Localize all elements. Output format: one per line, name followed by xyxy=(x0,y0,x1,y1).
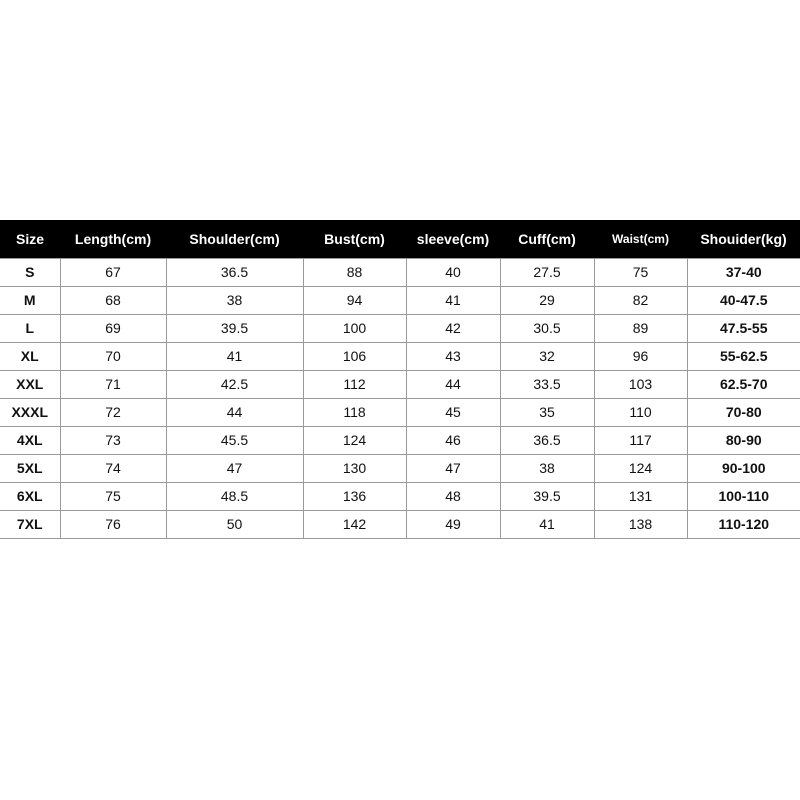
table-row xyxy=(0,342,800,370)
cell-sleeve: 47 xyxy=(406,454,500,482)
cell-sleeve: 46 xyxy=(406,426,500,454)
cell-size: L xyxy=(0,314,60,342)
cell-sleeve: 48 xyxy=(406,482,500,510)
cell-length: 71 xyxy=(60,370,166,398)
cell-bust: 100 xyxy=(303,314,406,342)
cell-length: 69 xyxy=(60,314,166,342)
header-row xyxy=(0,220,800,258)
cell-cuff: 38 xyxy=(500,454,594,482)
header-length: Length(cm) xyxy=(74,230,152,247)
cell-sleeve: 40 xyxy=(406,258,500,286)
cell-size: 7XL xyxy=(0,510,60,538)
cell-cuff: 33.5 xyxy=(500,370,594,398)
cell-weight: 37-40 xyxy=(687,258,800,286)
cell-weight: 70-80 xyxy=(687,398,800,426)
cell-waist: 89 xyxy=(594,314,687,342)
cell-length: 68 xyxy=(60,286,166,314)
cell-length: 73 xyxy=(60,426,166,454)
cell-waist: 131 xyxy=(594,482,687,510)
cell-length: 76 xyxy=(60,510,166,538)
table-row xyxy=(0,482,800,510)
cell-sleeve: 42 xyxy=(406,314,500,342)
size-chart-header xyxy=(0,220,800,258)
table-row xyxy=(0,258,800,286)
cell-cuff: 36.5 xyxy=(500,426,594,454)
cell-bust: 88 xyxy=(303,258,406,286)
cell-size: 6XL xyxy=(0,482,60,510)
cell-bust: 94 xyxy=(303,286,406,314)
cell-sleeve: 41 xyxy=(406,286,500,314)
header-shoulder: Shoulder(cm) xyxy=(189,230,280,247)
cell-shoulder: 41 xyxy=(166,342,303,370)
cell-weight: 55-62.5 xyxy=(687,342,800,370)
cell-cuff: 39.5 xyxy=(500,482,594,510)
cell-waist: 138 xyxy=(594,510,687,538)
cell-size: XXL xyxy=(0,370,60,398)
cell-bust: 106 xyxy=(303,342,406,370)
cell-weight: 90-100 xyxy=(687,454,800,482)
cell-bust: 136 xyxy=(303,482,406,510)
table-row xyxy=(0,314,800,342)
cell-waist: 103 xyxy=(594,370,687,398)
cell-sleeve: 45 xyxy=(406,398,500,426)
cell-cuff: 41 xyxy=(500,510,594,538)
cell-shoulder: 42.5 xyxy=(166,370,303,398)
cell-weight: 62.5-70 xyxy=(687,370,800,398)
table-row xyxy=(0,454,800,482)
cell-weight: 100-110 xyxy=(687,482,800,510)
cell-sleeve: 49 xyxy=(406,510,500,538)
cell-size: M xyxy=(0,286,60,314)
header-waist: Waist(cm) xyxy=(612,231,669,246)
cell-length: 72 xyxy=(60,398,166,426)
cell-size: S xyxy=(0,258,60,286)
cell-waist: 110 xyxy=(594,398,687,426)
cell-cuff: 29 xyxy=(500,286,594,314)
cell-shoulder: 47 xyxy=(166,454,303,482)
cell-shoulder: 36.5 xyxy=(166,258,303,286)
table-row xyxy=(0,286,800,314)
cell-bust: 112 xyxy=(303,370,406,398)
cell-cuff: 35 xyxy=(500,398,594,426)
cell-waist: 96 xyxy=(594,342,687,370)
table-row xyxy=(0,398,800,426)
cell-weight: 47.5-55 xyxy=(687,314,800,342)
cell-shoulder: 38 xyxy=(166,286,303,314)
table-row xyxy=(0,510,800,538)
header-sleeve: sleeve(cm) xyxy=(416,230,490,247)
cell-size: 4XL xyxy=(0,426,60,454)
cell-size: XXXL xyxy=(0,398,60,426)
cell-length: 74 xyxy=(60,454,166,482)
cell-cuff: 30.5 xyxy=(500,314,594,342)
cell-weight: 110-120 xyxy=(687,510,800,538)
cell-bust: 118 xyxy=(303,398,406,426)
cell-weight: 40-47.5 xyxy=(687,286,800,314)
cell-sleeve: 44 xyxy=(406,370,500,398)
cell-cuff: 27.5 xyxy=(500,258,594,286)
cell-waist: 124 xyxy=(594,454,687,482)
cell-waist: 117 xyxy=(594,426,687,454)
table-row xyxy=(0,426,800,454)
cell-shoulder: 44 xyxy=(166,398,303,426)
size-chart-table xyxy=(0,220,800,539)
cell-length: 75 xyxy=(60,482,166,510)
cell-size: 5XL xyxy=(0,454,60,482)
cell-length: 67 xyxy=(60,258,166,286)
cell-bust: 130 xyxy=(303,454,406,482)
header-size: Size xyxy=(15,230,44,247)
cell-size: XL xyxy=(0,342,60,370)
cell-bust: 124 xyxy=(303,426,406,454)
cell-waist: 75 xyxy=(594,258,687,286)
header-bust: Bust(cm) xyxy=(324,230,385,247)
cell-bust: 142 xyxy=(303,510,406,538)
cell-length: 70 xyxy=(60,342,166,370)
header-weight: Shouider(kg) xyxy=(700,230,787,247)
cell-cuff: 32 xyxy=(500,342,594,370)
table-row xyxy=(0,370,800,398)
cell-sleeve: 43 xyxy=(406,342,500,370)
cell-waist: 82 xyxy=(594,286,687,314)
cell-shoulder: 50 xyxy=(166,510,303,538)
cell-shoulder: 39.5 xyxy=(166,314,303,342)
cell-shoulder: 45.5 xyxy=(166,426,303,454)
cell-weight: 80-90 xyxy=(687,426,800,454)
size-chart-body xyxy=(0,258,800,538)
header-cuff: Cuff(cm) xyxy=(518,230,576,247)
cell-shoulder: 48.5 xyxy=(166,482,303,510)
